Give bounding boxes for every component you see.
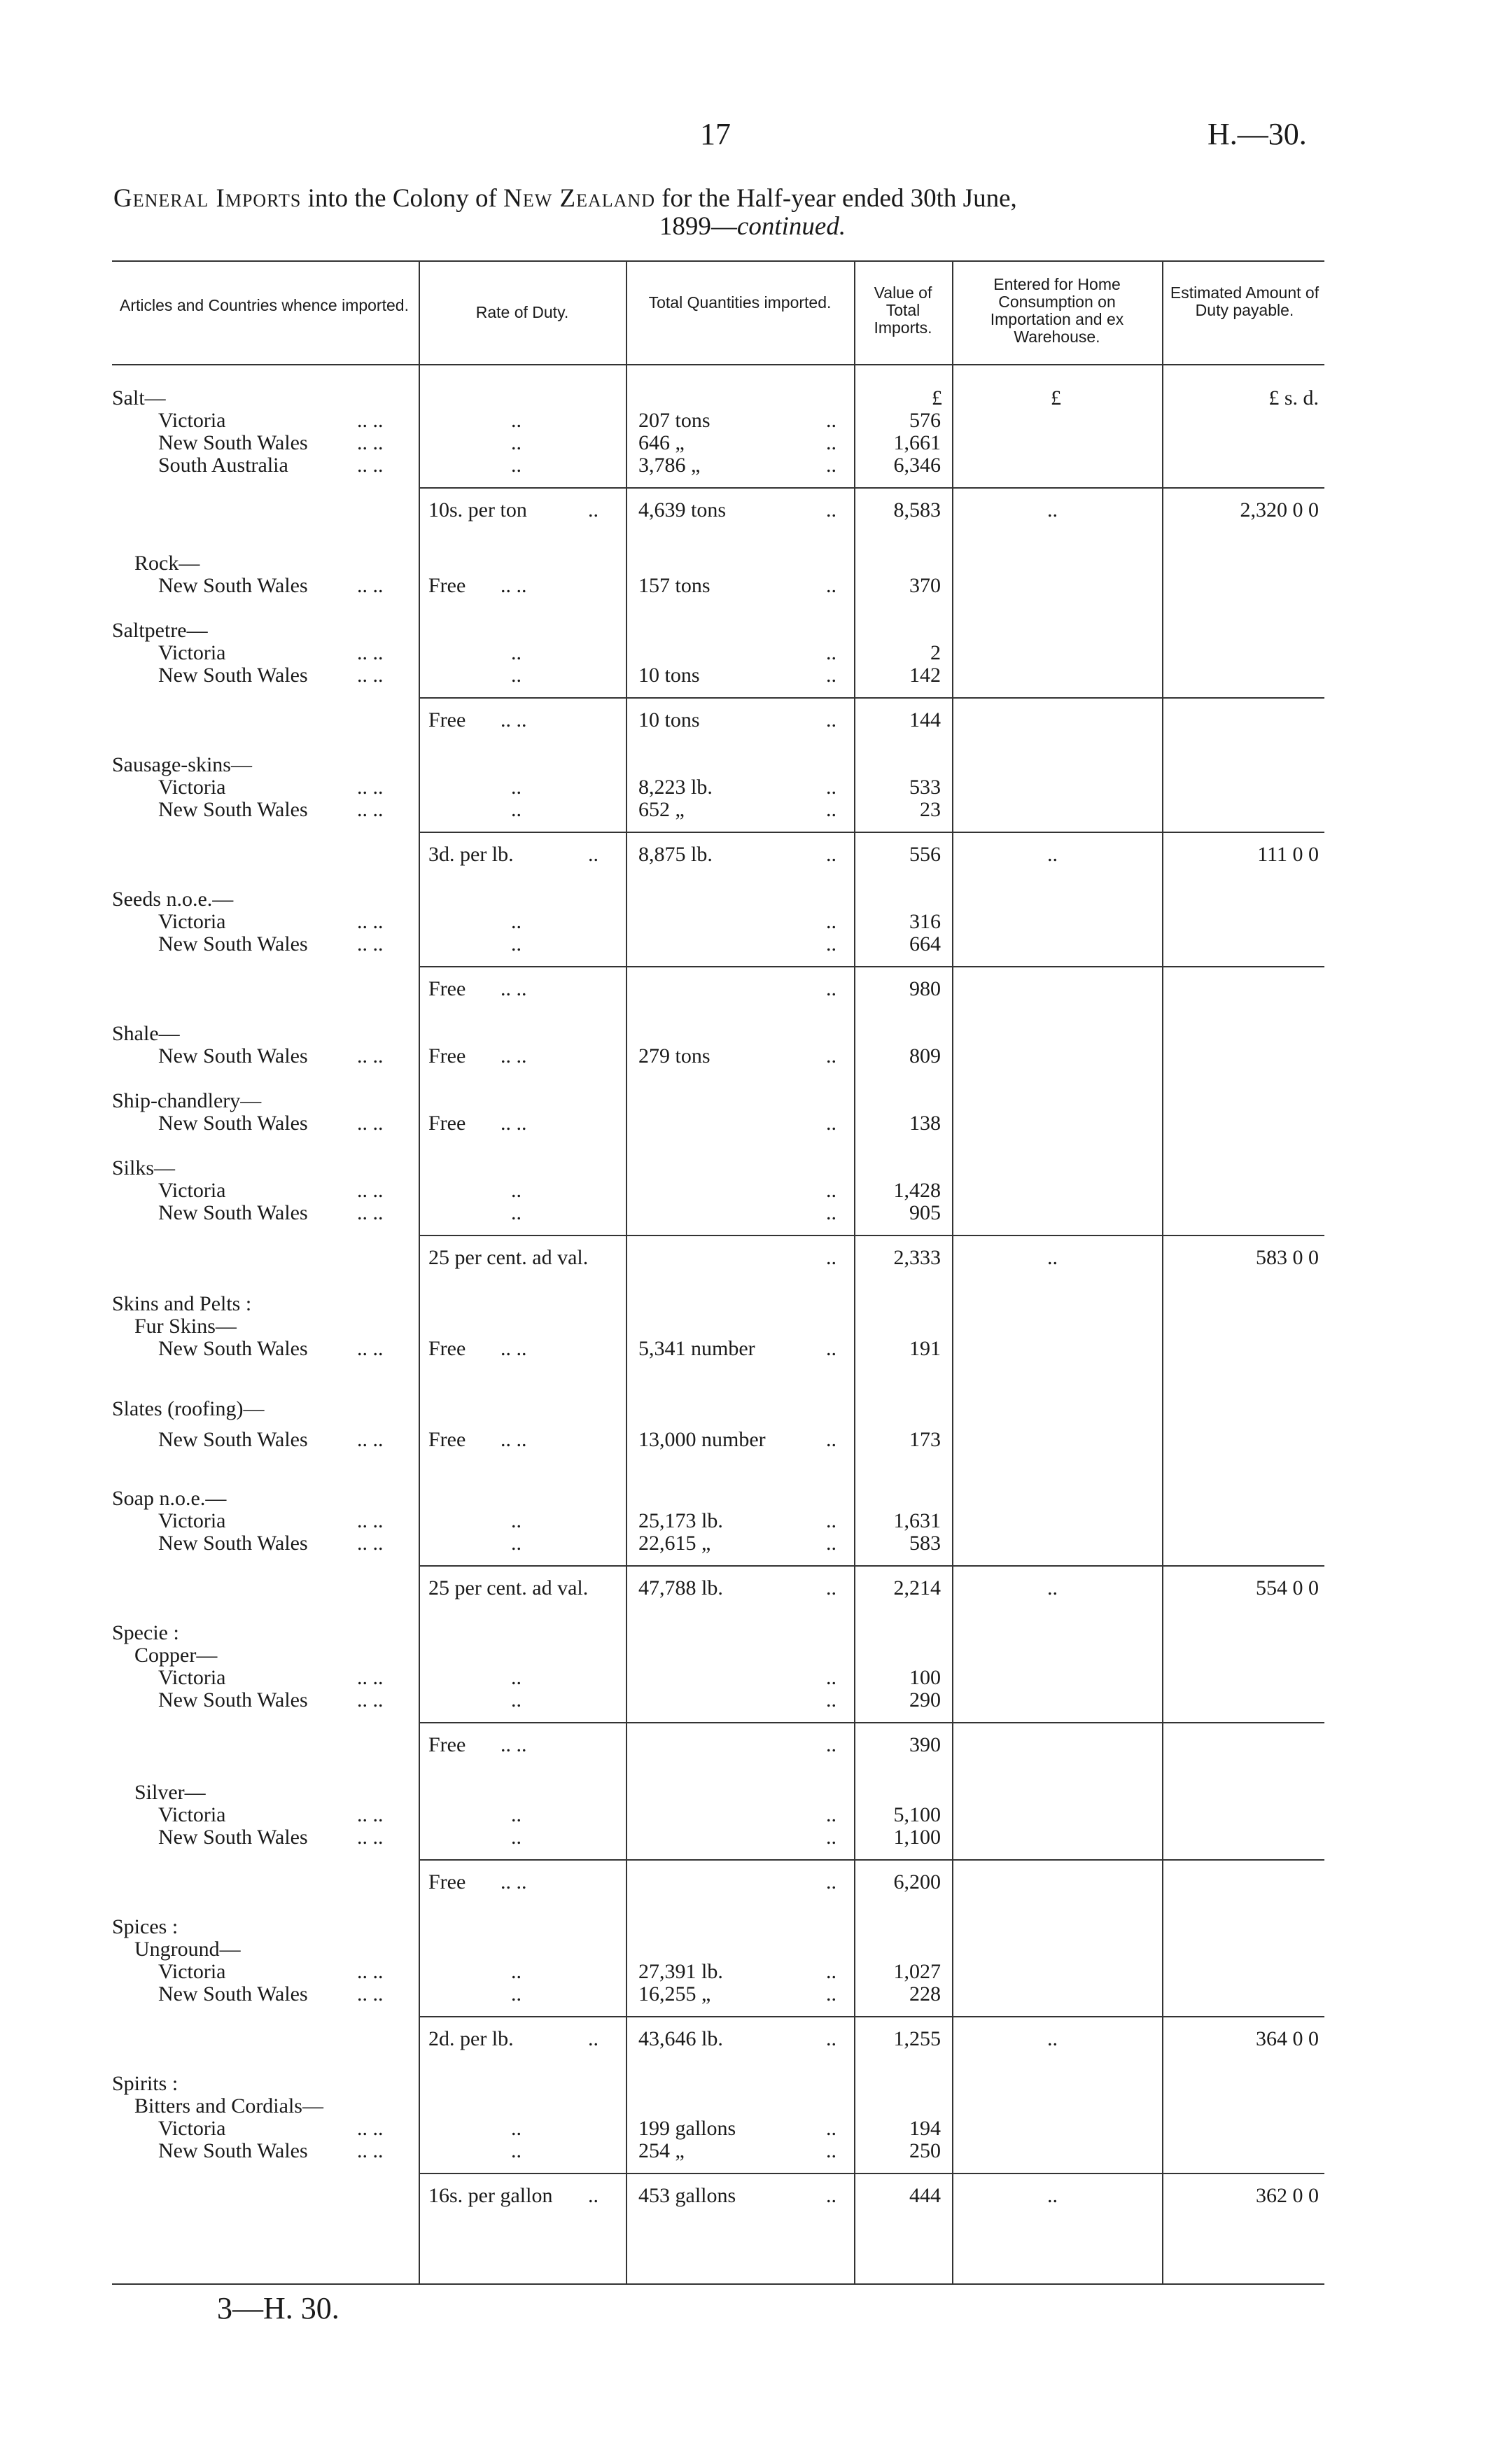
value-of-imports: 809	[909, 1044, 941, 1068]
rate-of-duty: ..	[511, 2139, 522, 2162]
unit-entered: £	[1051, 386, 1061, 410]
quantity-imported: 10 tons	[638, 664, 700, 687]
quantity-imported: 13,000 number	[638, 1428, 766, 1451]
quantity-imported: 453 gallons	[638, 2184, 736, 2207]
leader-dots: .. ..	[500, 1337, 527, 1360]
leader-dots: ..	[826, 843, 836, 866]
leader-dots: ..	[826, 454, 836, 477]
rate-of-duty: Free	[428, 1044, 466, 1068]
article-label: Victoria	[158, 1803, 226, 1826]
leader-dots: .. ..	[500, 977, 527, 1000]
leader-dots: ..	[826, 932, 836, 955]
article-label: New South Wales	[158, 1982, 308, 2005]
article-label: New South Wales	[158, 431, 308, 454]
rate-of-duty: Free	[428, 708, 466, 732]
quantity-imported: 47,788 lb.	[638, 1576, 723, 1600]
table-bottom-rule	[112, 2283, 1324, 2285]
rate-of-duty: ..	[511, 1688, 522, 1712]
subtotal-rule	[419, 1565, 1324, 1567]
quantity-imported: 254 „	[638, 2139, 685, 2162]
value-of-imports: 194	[909, 2117, 941, 2140]
subtotal-rule	[419, 1722, 1324, 1723]
page-subtitle	[0, 211, 1505, 241]
subtotal-rule	[419, 966, 1324, 967]
leader-dots: ..	[826, 1666, 836, 1689]
value-of-imports: 1,255	[893, 2027, 941, 2050]
value-of-imports: 100	[909, 1666, 941, 1689]
value-of-imports: 905	[909, 1201, 941, 1224]
title-new-zealand: New Zealand	[503, 184, 655, 213]
rate-of-duty: ..	[511, 932, 522, 955]
value-of-imports: 316	[909, 910, 941, 933]
duty-payable: 362 0 0	[1256, 2184, 1319, 2207]
leader-dots: ..	[826, 1870, 836, 1893]
leader-dots: .. ..	[357, 454, 384, 477]
table-top-rule	[112, 260, 1324, 262]
document-reference: H.—30.	[1208, 117, 1307, 151]
leader-dots: ..	[826, 1179, 836, 1202]
value-of-imports: 250	[909, 2139, 941, 2162]
article-label: Victoria	[158, 641, 226, 664]
value-of-imports: 370	[909, 574, 941, 597]
quantity-imported: 8,223 lb.	[638, 776, 713, 799]
value-of-imports: 1,661	[893, 431, 941, 454]
value-of-imports: 980	[909, 977, 941, 1000]
subtotal-rule	[419, 1859, 1324, 1861]
page-title	[113, 183, 1331, 214]
leader-dots: ..	[588, 843, 598, 866]
header-rate: Rate of Duty.	[475, 303, 569, 321]
leader-dots: ..	[826, 798, 836, 821]
column-rule	[1162, 260, 1163, 2283]
article-label: Victoria	[158, 1179, 226, 1202]
leader-dots: .. ..	[357, 1201, 384, 1224]
rate-of-duty: 3d. per lb.	[428, 843, 514, 866]
duty-payable: 364 0 0	[1256, 2027, 1319, 2050]
leader-dots: .. ..	[357, 932, 384, 955]
article-label: New South Wales	[158, 1201, 308, 1224]
rate-of-duty: Free	[428, 1870, 466, 1893]
value-of-imports: 390	[909, 1733, 941, 1756]
leader-dots: ..	[826, 708, 836, 732]
leader-dots: .. ..	[500, 708, 527, 732]
header-bottom-rule	[112, 364, 1324, 365]
article-label: South Australia	[158, 454, 288, 477]
leader-dots: .. ..	[357, 1428, 384, 1451]
leader-dots: ..	[826, 1428, 836, 1451]
value-of-imports: 1,428	[893, 1179, 941, 1202]
leader-dots: .. ..	[357, 1532, 384, 1555]
leader-dots: ..	[826, 1803, 836, 1826]
article-label: Ship-chandlery—	[112, 1089, 262, 1112]
subtotal-rule	[419, 832, 1324, 833]
leader-dots: ..	[826, 1044, 836, 1068]
duty-payable: 2,320 0 0	[1240, 498, 1319, 522]
quantity-imported: 279 tons	[638, 1044, 710, 1068]
rate-of-duty: ..	[511, 1509, 522, 1532]
article-label: Skins and Pelts :	[112, 1292, 252, 1315]
subtotal-rule	[419, 1235, 1324, 1236]
leader-dots: .. ..	[500, 1428, 527, 1451]
subtotal-rule	[419, 487, 1324, 489]
leader-dots: ..	[826, 2139, 836, 2162]
leader-dots: ..	[826, 776, 836, 799]
value-of-imports: 5,100	[893, 1803, 941, 1826]
article-label: Rock—	[134, 552, 200, 575]
rate-of-duty: ..	[511, 641, 522, 664]
rate-of-duty: Free	[428, 574, 466, 597]
rate-of-duty: ..	[511, 776, 522, 799]
leader-dots: .. ..	[357, 1982, 384, 2005]
rate-of-duty: Free	[428, 1733, 466, 1756]
quantity-imported: 22,615 „	[638, 1532, 711, 1555]
quantity-imported: 157 tons	[638, 574, 710, 597]
article-label: Bitters and Cordials—	[134, 2094, 323, 2118]
leader-dots: ..	[826, 2184, 836, 2207]
article-label: Victoria	[158, 1666, 226, 1689]
leader-dots: .. ..	[357, 2117, 384, 2140]
column-rule	[854, 260, 855, 2283]
leader-dots: .. ..	[500, 1870, 527, 1893]
value-of-imports: 173	[909, 1428, 941, 1451]
article-label: Copper—	[134, 1644, 218, 1667]
rate-of-duty: ..	[511, 409, 522, 432]
leader-dots: .. ..	[357, 798, 384, 821]
rate-of-duty: ..	[511, 2117, 522, 2140]
article-label: Victoria	[158, 2117, 226, 2140]
rate-of-duty: Free	[428, 977, 466, 1000]
rate-of-duty: ..	[511, 1666, 522, 1689]
leader-dots: ..	[826, 574, 836, 597]
leader-dots: ..	[826, 2027, 836, 2050]
quantity-imported: 3,786 „	[638, 454, 701, 477]
article-label: New South Wales	[158, 1337, 308, 1360]
leader-dots: ..	[826, 910, 836, 933]
leader-dots: ..	[826, 641, 836, 664]
value-of-imports: 23	[920, 798, 941, 821]
value-of-imports: 583	[909, 1532, 941, 1555]
leader-dots: .. ..	[357, 910, 384, 933]
entered-consumption: ..	[1047, 498, 1058, 522]
rate-of-duty: 25 per cent. ad val.	[428, 1576, 589, 1600]
leader-dots: ..	[826, 664, 836, 687]
quantity-imported: 25,173 lb.	[638, 1509, 723, 1532]
leader-dots: .. ..	[357, 1509, 384, 1532]
article-label: New South Wales	[158, 1112, 308, 1135]
article-label: New South Wales	[158, 1826, 308, 1849]
entered-consumption: ..	[1047, 1246, 1058, 1269]
article-label: Soap n.o.e.—	[112, 1487, 227, 1510]
duty-payable: 583 0 0	[1256, 1246, 1319, 1269]
value-of-imports: 556	[909, 843, 941, 866]
quantity-imported: 8,875 lb.	[638, 843, 713, 866]
leader-dots: .. ..	[357, 641, 384, 664]
leader-dots: .. ..	[500, 1733, 527, 1756]
value-of-imports: 664	[909, 932, 941, 955]
article-label: New South Wales	[158, 1044, 308, 1068]
footer-reference: 3—H. 30.	[217, 2291, 340, 2325]
article-label: New South Wales	[158, 932, 308, 955]
leader-dots: .. ..	[357, 574, 384, 597]
article-label: Spirits :	[112, 2072, 178, 2095]
leader-dots: .. ..	[500, 574, 527, 597]
title-into-colony: into the Colony of	[301, 184, 504, 213]
rate-of-duty: 2d. per lb.	[428, 2027, 514, 2050]
article-label: Fur Skins—	[134, 1315, 237, 1338]
page-number: 17	[700, 117, 731, 151]
leader-dots: ..	[826, 1246, 836, 1269]
quantity-imported: 43,646 lb.	[638, 2027, 723, 2050]
entered-consumption: ..	[1047, 2184, 1058, 2207]
article-label: New South Wales	[158, 2139, 308, 2162]
title-year: 1899—	[659, 212, 737, 241]
unit-value: £	[932, 386, 942, 410]
header-estimated: Estimated Amount of Duty payable.	[1170, 284, 1320, 319]
leader-dots: .. ..	[357, 1044, 384, 1068]
rate-of-duty: ..	[511, 1201, 522, 1224]
leader-dots: ..	[826, 2117, 836, 2140]
leader-dots: ..	[826, 1733, 836, 1756]
article-label: Seeds n.o.e.—	[112, 888, 234, 911]
entered-consumption: ..	[1047, 2027, 1058, 2050]
article-label: Victoria	[158, 776, 226, 799]
subtotal-rule	[419, 2173, 1324, 2174]
rate-of-duty: 25 per cent. ad val.	[428, 1246, 589, 1269]
article-label: Spices :	[112, 1915, 178, 1938]
leader-dots: ..	[826, 1532, 836, 1555]
duty-payable: 111 0 0	[1257, 843, 1319, 866]
value-of-imports: 290	[909, 1688, 941, 1712]
quantity-imported: 646 „	[638, 431, 685, 454]
leader-dots: .. ..	[357, 1337, 384, 1360]
leader-dots: ..	[826, 1688, 836, 1712]
article-label: New South Wales	[158, 798, 308, 821]
quantity-imported: 10 tons	[638, 708, 700, 732]
value-of-imports: 533	[909, 776, 941, 799]
rate-of-duty: ..	[511, 1532, 522, 1555]
rate-of-duty: ..	[511, 798, 522, 821]
rate-of-duty: ..	[511, 1826, 522, 1849]
value-of-imports: 444	[909, 2184, 941, 2207]
rate-of-duty: ..	[511, 1803, 522, 1826]
article-label: Specie :	[112, 1621, 179, 1644]
article-label: Shale—	[112, 1022, 180, 1045]
leader-dots: .. ..	[500, 1112, 527, 1135]
value-of-imports: 8,583	[893, 498, 941, 522]
subtotal-rule	[419, 697, 1324, 699]
rate-of-duty: ..	[511, 910, 522, 933]
leader-dots: ..	[826, 1960, 836, 1983]
rate-of-duty: Free	[428, 1428, 466, 1451]
leader-dots: .. ..	[357, 776, 384, 799]
leader-dots: .. ..	[357, 1826, 384, 1849]
value-of-imports: 2,333	[893, 1246, 941, 1269]
leader-dots: .. ..	[357, 2139, 384, 2162]
leader-dots: ..	[826, 431, 836, 454]
leader-dots: .. ..	[357, 1666, 384, 1689]
header-quantities: Total Quantities imported.	[648, 293, 832, 312]
article-label: Victoria	[158, 1509, 226, 1532]
rate-of-duty: ..	[511, 1960, 522, 1983]
rate-of-duty: ..	[511, 1179, 522, 1202]
article-label: New South Wales	[158, 664, 308, 687]
title-general-imports: General Imports	[113, 184, 302, 213]
value-of-imports: 144	[909, 708, 941, 732]
article-label: New South Wales	[158, 574, 308, 597]
article-label: New South Wales	[158, 1532, 308, 1555]
quantity-imported: 199 gallons	[638, 2117, 736, 2140]
leader-dots: .. ..	[357, 1960, 384, 1983]
leader-dots: .. ..	[357, 409, 384, 432]
value-of-imports: 6,200	[893, 1870, 941, 1893]
leader-dots: .. ..	[500, 1044, 527, 1068]
quantity-imported: 207 tons	[638, 409, 710, 432]
article-label: Salt—	[112, 386, 166, 410]
duty-payable: 554 0 0	[1256, 1576, 1319, 1600]
article-label: Saltpetre—	[112, 619, 208, 642]
column-rule	[952, 260, 953, 2283]
leader-dots: ..	[826, 1509, 836, 1532]
unit-duty: £ s. d.	[1268, 386, 1319, 410]
quantity-imported: 5,341 number	[638, 1337, 755, 1360]
leader-dots: ..	[588, 2184, 598, 2207]
header-entered: Entered for Home Consumption on Importation and ex Warehouse.	[990, 275, 1124, 346]
value-of-imports: 191	[909, 1337, 941, 1360]
quantity-imported: 652 „	[638, 798, 685, 821]
leader-dots: .. ..	[357, 1112, 384, 1135]
value-of-imports: 2,214	[893, 1576, 941, 1600]
leader-dots: .. ..	[357, 431, 384, 454]
leader-dots: ..	[588, 2027, 598, 2050]
article-label: Victoria	[158, 1960, 226, 1983]
article-label: Silks—	[112, 1156, 176, 1180]
leader-dots: ..	[826, 1337, 836, 1360]
value-of-imports: 1,100	[893, 1826, 941, 1849]
rate-of-duty: 10s. per ton	[428, 498, 527, 522]
rate-of-duty: Free	[428, 1112, 466, 1135]
rate-of-duty: Free	[428, 1337, 466, 1360]
rate-of-duty: 16s. per gallon	[428, 2184, 553, 2207]
leader-dots: ..	[826, 409, 836, 432]
rate-of-duty: ..	[511, 454, 522, 477]
leader-dots: ..	[588, 498, 598, 522]
leader-dots: .. ..	[357, 1803, 384, 1826]
leader-dots: .. ..	[357, 1179, 384, 1202]
value-of-imports: 576	[909, 409, 941, 432]
article-label: New South Wales	[158, 1688, 308, 1712]
leader-dots: ..	[826, 1201, 836, 1224]
value-of-imports: 138	[909, 1112, 941, 1135]
title-half-year: for the Half-year ended 30th June,	[654, 184, 1017, 213]
article-label: New South Wales	[158, 1428, 308, 1451]
article-label: Unground—	[134, 1938, 241, 1961]
entered-consumption: ..	[1047, 1576, 1058, 1600]
column-rule	[626, 260, 627, 2283]
quantity-imported: 4,639 tons	[638, 498, 727, 522]
leader-dots: ..	[826, 977, 836, 1000]
leader-dots: .. ..	[357, 664, 384, 687]
leader-dots: .. ..	[357, 1688, 384, 1712]
value-of-imports: 228	[909, 1982, 941, 2005]
article-label: Silver—	[134, 1781, 206, 1804]
subtotal-rule	[419, 2016, 1324, 2017]
value-of-imports: 1,027	[893, 1960, 941, 1983]
value-of-imports: 1,631	[893, 1509, 941, 1532]
leader-dots: ..	[826, 1576, 836, 1600]
title-continued: continued.	[736, 212, 846, 241]
article-label: Victoria	[158, 409, 226, 432]
quantity-imported: 16,255 „	[638, 1982, 711, 2005]
value-of-imports: 2	[930, 641, 941, 664]
quantity-imported: 27,391 lb.	[638, 1960, 723, 1983]
header-value: Value of Total Imports.	[874, 284, 932, 337]
rate-of-duty: ..	[511, 1982, 522, 2005]
leader-dots: ..	[826, 1112, 836, 1135]
header-articles: Articles and Countries whence imported.	[120, 296, 409, 314]
entered-consumption: ..	[1047, 843, 1058, 866]
leader-dots: ..	[826, 498, 836, 522]
rate-of-duty: ..	[511, 431, 522, 454]
column-rule	[419, 260, 420, 2283]
article-label: Sausage-skins—	[112, 753, 252, 776]
leader-dots: ..	[826, 1826, 836, 1849]
value-of-imports: 142	[909, 664, 941, 687]
rate-of-duty: ..	[511, 664, 522, 687]
leader-dots: ..	[826, 1982, 836, 2005]
article-label: Victoria	[158, 910, 226, 933]
value-of-imports: 6,346	[893, 454, 941, 477]
article-label: Slates (roofing)—	[112, 1397, 265, 1420]
